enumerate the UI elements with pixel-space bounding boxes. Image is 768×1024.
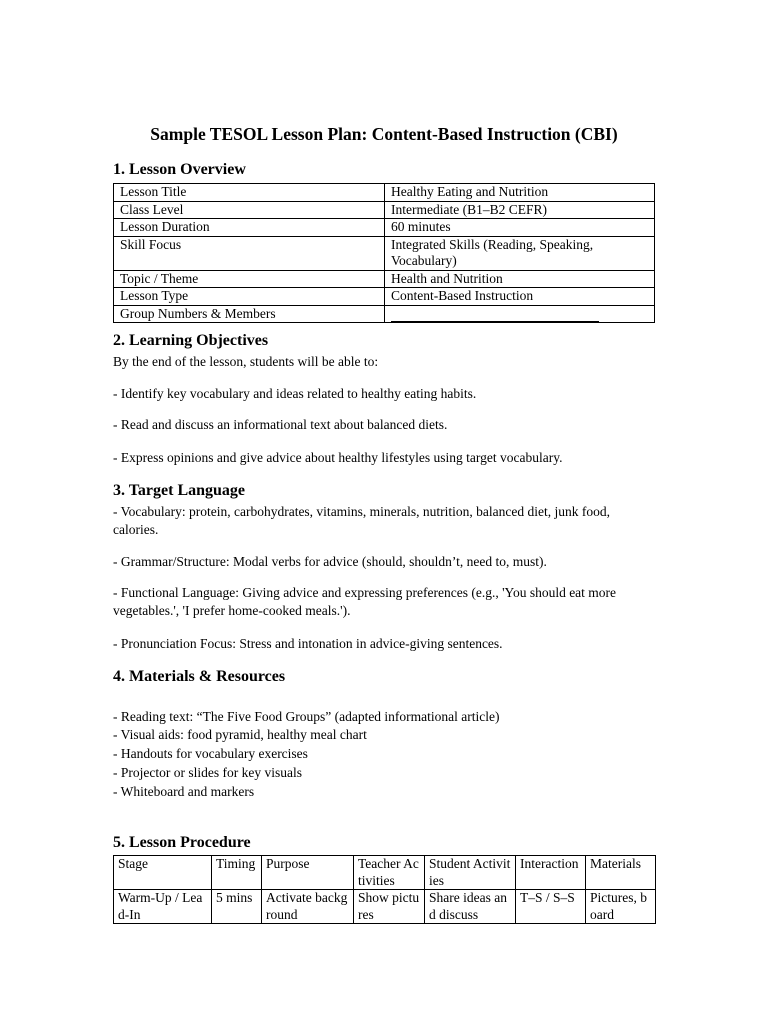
material-item: - Reading text: “The Five Food Groups” (adapted informational article) xyxy=(113,709,500,724)
group-members-field[interactable] xyxy=(385,305,655,323)
overview-table xyxy=(113,183,655,323)
table-row xyxy=(114,219,655,237)
language-item: - Vocabulary: protein, carbohydrates, vitamins, minerals, nutrition, balanced diet, junk food, calories. xyxy=(113,504,611,537)
materials-heading: 4. Materials & Resources xyxy=(113,668,286,685)
material-item: - Visual aids: food pyramid, healthy meal chart xyxy=(113,727,367,742)
overview-value: Content-Based Instruction xyxy=(385,288,655,306)
table-cell: T–S / S–S xyxy=(516,890,586,924)
material-item: - Whiteboard and markers xyxy=(113,784,255,799)
overview-label: Topic / Theme xyxy=(114,270,385,288)
overview-label: Group Numbers & Members xyxy=(114,305,385,323)
overview-value: Healthy Eating and Nutrition xyxy=(385,184,655,202)
table-row xyxy=(114,201,655,219)
language-item: - Pronunciation Focus: Stress and intonation in advice-giving sentences. xyxy=(113,636,503,651)
overview-label: Lesson Duration xyxy=(114,219,385,237)
objective-item: - Express opinions and give advice about healthy lifestyles using target vocabulary. xyxy=(113,450,563,465)
table-row xyxy=(114,236,655,270)
language-item: - Functional Language: Giving advice and expressing preferences (e.g., 'You should eat more vegetables.', 'I prefer home-cooked meals.'). xyxy=(113,585,617,618)
column-header: Stage xyxy=(114,856,212,890)
overview-value: Health and Nutrition xyxy=(385,270,655,288)
table-cell: Show pictures xyxy=(354,890,425,924)
material-item: - Handouts for vocabulary exercises xyxy=(113,746,308,761)
objective-item: - Identify key vocabulary and ideas related to healthy eating habits. xyxy=(113,386,477,401)
table-cell: Warm-Up / Lead-In xyxy=(114,890,212,924)
objectives-intro: By the end of the lesson, students will be able to: xyxy=(113,354,379,369)
table-row xyxy=(114,270,655,288)
objectives-heading: 2. Learning Objectives xyxy=(113,332,269,349)
table-row xyxy=(114,890,656,924)
overview-value: Integrated Skills (Reading, Speaking, Vocabulary) xyxy=(385,236,655,270)
material-item: - Projector or slides for key visuals xyxy=(113,765,302,780)
table-cell: Activate background xyxy=(262,890,354,924)
column-header: Teacher Activities xyxy=(354,856,425,890)
table-cell: 5 mins xyxy=(212,890,262,924)
table-cell: Share ideas and discuss xyxy=(425,890,516,924)
table-cell: Pictures, board xyxy=(586,890,656,924)
language-item: - Grammar/Structure: Modal verbs for advice (should, shouldn’t, need to, must). xyxy=(113,554,547,569)
column-header: Purpose xyxy=(262,856,354,890)
overview-label: Class Level xyxy=(114,201,385,219)
overview-value: Intermediate (B1–B2 CEFR) xyxy=(385,201,655,219)
table-header-row xyxy=(114,856,656,890)
table-row xyxy=(114,305,655,323)
procedure-table xyxy=(113,855,656,924)
objective-item: - Read and discuss an informational text about balanced diets. xyxy=(113,417,448,432)
column-header: Student Activities xyxy=(425,856,516,890)
overview-label: Lesson Type xyxy=(114,288,385,306)
column-header: Materials xyxy=(586,856,656,890)
document-title: Sample TESOL Lesson Plan: Content-Based Instruction (CBI) xyxy=(150,124,618,144)
column-header: Interaction xyxy=(516,856,586,890)
procedure-heading: 5. Lesson Procedure xyxy=(113,834,251,851)
table-row xyxy=(114,184,655,202)
language-heading: 3. Target Language xyxy=(113,482,246,499)
overview-label: Skill Focus xyxy=(114,236,385,270)
overview-value: 60 minutes xyxy=(385,219,655,237)
blank-line xyxy=(391,308,599,322)
overview-label: Lesson Title xyxy=(114,184,385,202)
column-header: Timing xyxy=(212,856,262,890)
table-row xyxy=(114,288,655,306)
overview-heading: 1. Lesson Overview xyxy=(113,161,246,178)
